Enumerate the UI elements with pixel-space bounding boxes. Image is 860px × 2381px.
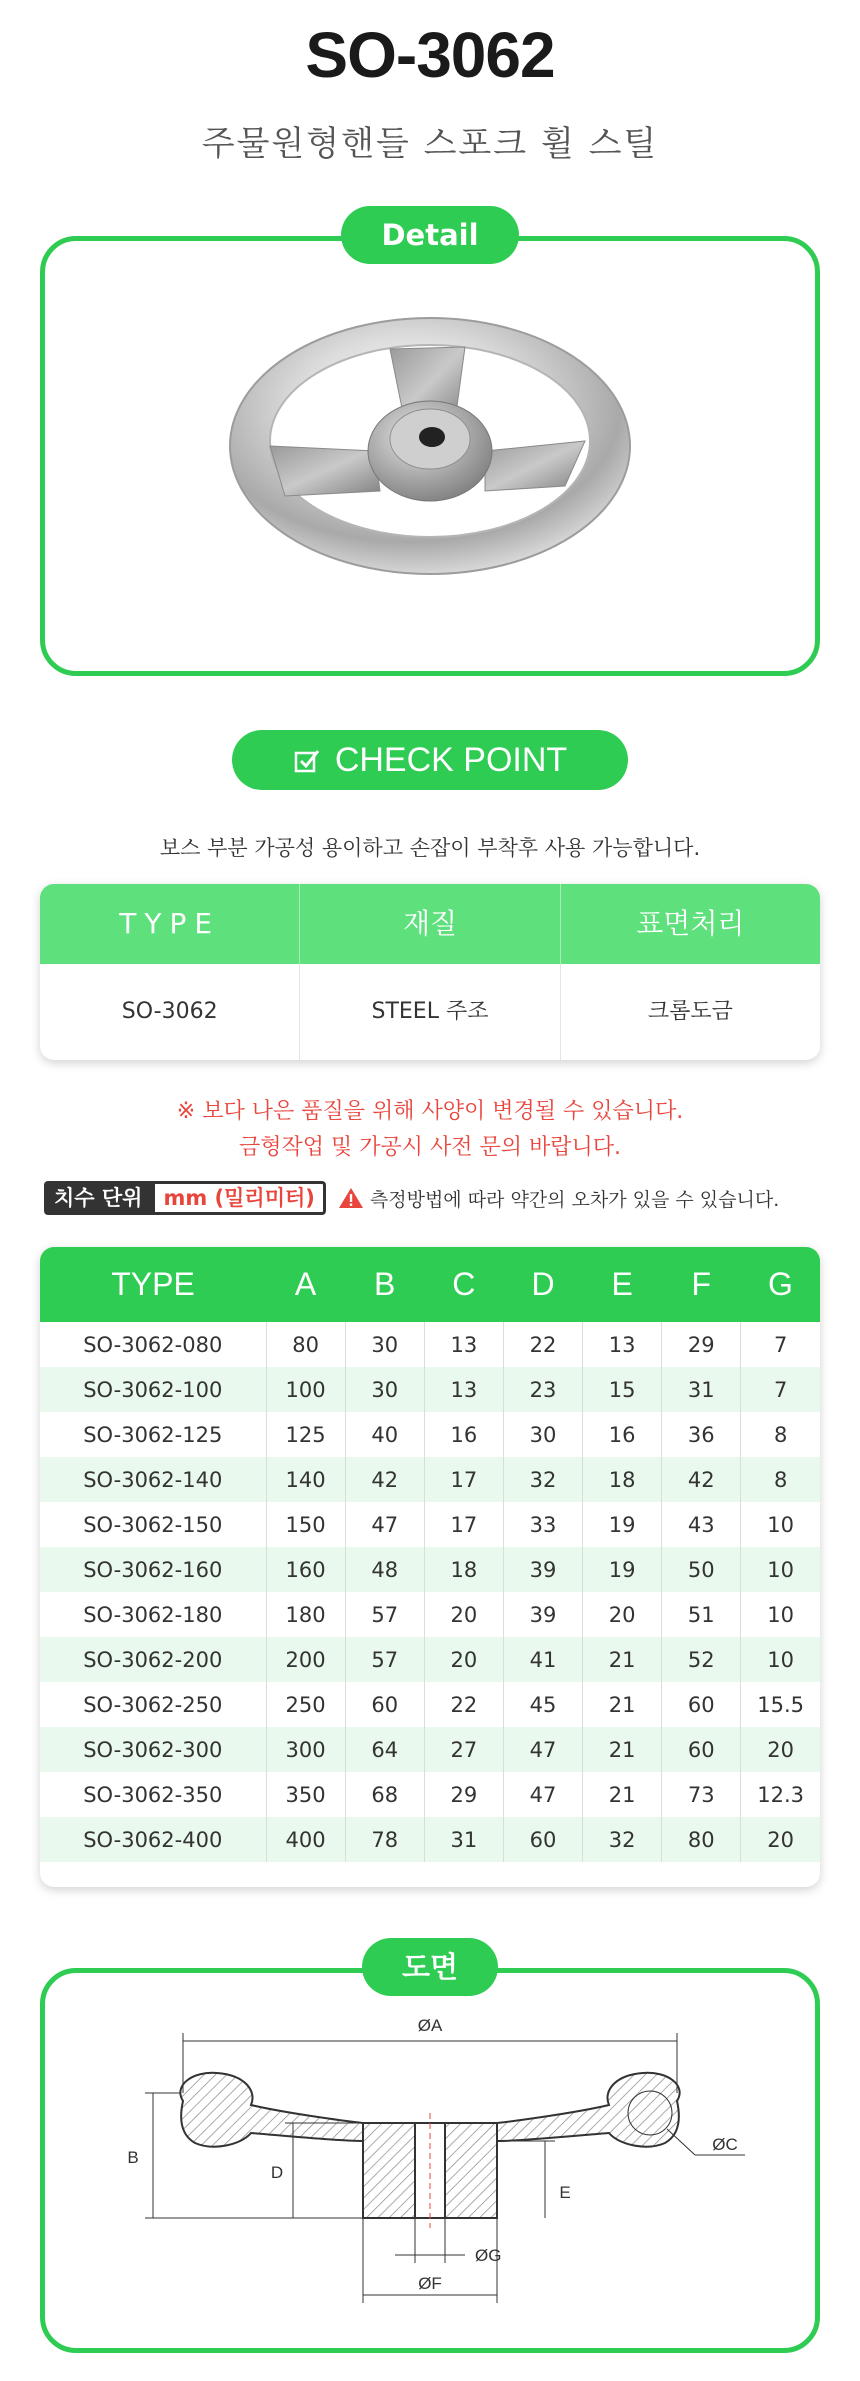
table-cell-value: 29: [662, 1322, 741, 1367]
table-cell-value: 15: [583, 1367, 662, 1412]
table-cell-value: 21: [583, 1637, 662, 1682]
table-cell-value: 52: [662, 1637, 741, 1682]
dim-label-a: ØA: [417, 2016, 443, 2035]
table-cell-value: 39: [503, 1592, 582, 1637]
table-cell-value: 31: [662, 1367, 741, 1412]
table-cell-value: 60: [662, 1727, 741, 1772]
table-cell-value: 10: [767, 1602, 795, 1627]
dim-header-c: C: [424, 1247, 503, 1322]
table-cell-value: 180: [266, 1592, 345, 1637]
dim-label-c: ØC: [712, 2135, 738, 2154]
table-cell-value: 80: [266, 1322, 345, 1367]
table-cell-value: 47: [345, 1502, 424, 1547]
warning-line-1: ※ 보다 나은 품질을 위해 사양이 변경될 수 있습니다.: [176, 1099, 684, 1124]
table-cell-value: 140: [266, 1457, 345, 1502]
table-cell-value: 7: [741, 1367, 820, 1412]
warning-icon: [338, 1186, 364, 1210]
page-title: SO-3062: [305, 19, 555, 91]
spec-header-finish: 표면처리: [636, 907, 745, 940]
table-cell-value: 57: [345, 1592, 424, 1637]
dim-label-g: ØG: [475, 2246, 502, 2265]
table-row: [40, 1727, 820, 1772]
table-cell-value: 10: [767, 1512, 795, 1537]
dim-header-f: F: [662, 1247, 741, 1322]
dim-label-e: E: [559, 2183, 571, 2202]
table-cell-type: SO-3062-400: [40, 1817, 266, 1862]
table-cell-value: 17: [424, 1457, 503, 1502]
drawing-frame: [40, 1968, 820, 2353]
check-point-note: 보스 부분 가공성 용이하고 손잡이 부착후 사용 가능합니다.: [159, 836, 701, 860]
table-cell-type: SO-3062-140: [40, 1457, 266, 1502]
warning-line-2: 금형작업 및 가공시 사전 문의 바랍니다.: [239, 1135, 621, 1160]
table-cell-value: 22: [424, 1682, 503, 1727]
table-cell-value: 150: [266, 1502, 345, 1547]
table-cell-value: 200: [266, 1637, 345, 1682]
table-cell-value: 19: [583, 1502, 662, 1547]
table-cell-value: 160: [266, 1547, 345, 1592]
table-cell-value: 50: [662, 1547, 741, 1592]
table-cell-value: 31: [424, 1817, 503, 1862]
table-cell-type: SO-3062-150: [40, 1502, 266, 1547]
table-cell-value: 20: [583, 1592, 662, 1637]
table-cell-value: 27: [424, 1727, 503, 1772]
table-row: [40, 1637, 820, 1682]
dim-label-d: D: [270, 2163, 284, 2182]
table-cell-value: 7: [773, 1332, 788, 1357]
table-cell-value: 32: [583, 1817, 662, 1862]
table-cell-value: 300: [266, 1727, 345, 1772]
table-cell-value: 21: [583, 1772, 662, 1817]
table-cell-value: 19: [583, 1547, 662, 1592]
table-cell-type: SO-3062-100: [40, 1367, 266, 1412]
table-cell-value: 41: [503, 1637, 582, 1682]
table-row: [40, 1592, 820, 1637]
table-row: [40, 1682, 820, 1727]
table-cell-value: 18: [424, 1547, 503, 1592]
table-cell-value: 73: [662, 1772, 741, 1817]
unit-info: [44, 1180, 779, 1216]
spec-table-row: [40, 964, 820, 1060]
table-cell-value: 16: [424, 1412, 503, 1457]
detail-label: Detail: [341, 206, 519, 264]
table-cell-value: 13: [583, 1322, 662, 1367]
table-cell-value: 21: [583, 1727, 662, 1772]
table-row: [40, 1322, 820, 1367]
table-cell-value: 23: [503, 1367, 582, 1412]
table-row: [40, 1502, 820, 1547]
dim-header-g: G: [741, 1247, 820, 1322]
check-point-label: CHECK POINT: [334, 740, 568, 779]
table-cell-value: 47: [503, 1727, 582, 1772]
spec-cell-type: SO-3062: [40, 964, 300, 1060]
table-cell-value: 12.3: [757, 1782, 805, 1807]
table-row: [40, 1412, 820, 1457]
table-cell-value: 42: [662, 1457, 741, 1502]
unit-value: mm (밀리미터): [152, 1181, 325, 1215]
table-cell-value: 36: [662, 1412, 741, 1457]
table-cell-value: 39: [503, 1547, 582, 1592]
dim-header-d: D: [503, 1247, 582, 1322]
spec-header-material: 재질: [300, 884, 560, 964]
table-cell-value: 20: [424, 1592, 503, 1637]
spec-header-type: TYPE: [40, 884, 300, 964]
table-cell-value: 60: [662, 1682, 741, 1727]
table-cell-value: 125: [266, 1412, 345, 1457]
technical-drawing: [45, 1973, 815, 2348]
table-cell-value: 21: [583, 1682, 662, 1727]
drawing-label: 도면: [362, 1938, 498, 1996]
spec-table: [40, 884, 820, 1060]
table-cell-value: 10: [741, 1637, 820, 1682]
detail-frame: [40, 236, 820, 676]
spec-table-header: [40, 884, 820, 964]
table-cell-value: 40: [345, 1412, 424, 1457]
dim-label-b: B: [127, 2148, 139, 2167]
dim-header-type: TYPE: [40, 1247, 266, 1322]
table-row: [40, 1367, 820, 1412]
table-cell-value: 33: [503, 1502, 582, 1547]
table-row: [40, 1817, 820, 1862]
checkbox-icon: [293, 746, 321, 774]
table-cell-value: 13: [424, 1367, 503, 1412]
table-cell-type: SO-3062-080: [40, 1322, 266, 1367]
table-cell-value: 42: [345, 1457, 424, 1502]
table-cell-value: 18: [583, 1457, 662, 1502]
dimension-header-row: [40, 1247, 820, 1322]
table-cell-value: 20: [741, 1727, 820, 1772]
table-cell-value: 60: [503, 1817, 582, 1862]
table-cell-type: SO-3062-160: [40, 1547, 266, 1592]
dimension-table: [40, 1247, 820, 1887]
dimension-table-body: [40, 1322, 820, 1862]
table-cell-value: 30: [503, 1412, 582, 1457]
table-cell-value: 13: [424, 1322, 503, 1367]
table-cell-value: 43: [662, 1502, 741, 1547]
table-cell-value: 57: [345, 1637, 424, 1682]
table-cell-value: 29: [424, 1772, 503, 1817]
table-cell-type: SO-3062-250: [40, 1682, 266, 1727]
table-cell-value: 10: [741, 1547, 820, 1592]
table-cell-value: 78: [345, 1817, 424, 1862]
table-cell-value: 8: [773, 1422, 788, 1447]
table-cell-value: 30: [345, 1367, 424, 1412]
table-cell-value: 20: [741, 1817, 820, 1862]
table-row: [40, 1772, 820, 1817]
table-cell-value: 350: [266, 1772, 345, 1817]
table-cell-value: 64: [345, 1727, 424, 1772]
dim-header-a: A: [266, 1247, 345, 1322]
table-cell-type: SO-3062-300: [40, 1727, 266, 1772]
table-cell-type: SO-3062-180: [40, 1592, 266, 1637]
table-cell-value: 100: [266, 1367, 345, 1412]
table-cell-value: 20: [424, 1637, 503, 1682]
table-cell-value: 22: [503, 1322, 582, 1367]
table-cell-value: 60: [345, 1682, 424, 1727]
table-cell-type: SO-3062-125: [40, 1412, 266, 1457]
table-cell-value: 80: [662, 1817, 741, 1862]
table-row: [40, 1457, 820, 1502]
table-cell-value: 17: [424, 1502, 503, 1547]
table-cell-value: 15.5: [757, 1692, 805, 1717]
spec-cell-finish: 크롬도금: [647, 999, 733, 1024]
table-cell-value: 32: [503, 1457, 582, 1502]
dim-header-e: E: [583, 1247, 662, 1322]
table-cell-value: 51: [662, 1592, 741, 1637]
table-cell-type: SO-3062-350: [40, 1772, 266, 1817]
table-cell-value: 16: [583, 1412, 662, 1457]
check-point-badge: [232, 730, 628, 790]
table-row: [40, 1547, 820, 1592]
product-photo: [45, 241, 815, 671]
spec-cell-material: STEEL 주조: [300, 964, 560, 1060]
unit-note: 측정방법에 따라 약간의 오차가 있을 수 있습니다.: [369, 1188, 780, 1211]
dim-header-b: B: [345, 1247, 424, 1322]
dim-label-f: ØF: [418, 2274, 442, 2293]
page-subtitle: 주물원형핸들 스포크 휠 스틸: [201, 124, 659, 164]
table-cell-value: 8: [741, 1457, 820, 1502]
table-cell-type: SO-3062-200: [40, 1637, 266, 1682]
table-cell-value: 47: [503, 1772, 582, 1817]
table-cell-value: 45: [503, 1682, 582, 1727]
table-cell-value: 30: [345, 1322, 424, 1367]
table-cell-value: 68: [345, 1772, 424, 1817]
table-cell-value: 48: [345, 1547, 424, 1592]
table-cell-value: 250: [266, 1682, 345, 1727]
table-cell-value: 400: [266, 1817, 345, 1862]
unit-label: 치수 단위: [44, 1181, 152, 1215]
